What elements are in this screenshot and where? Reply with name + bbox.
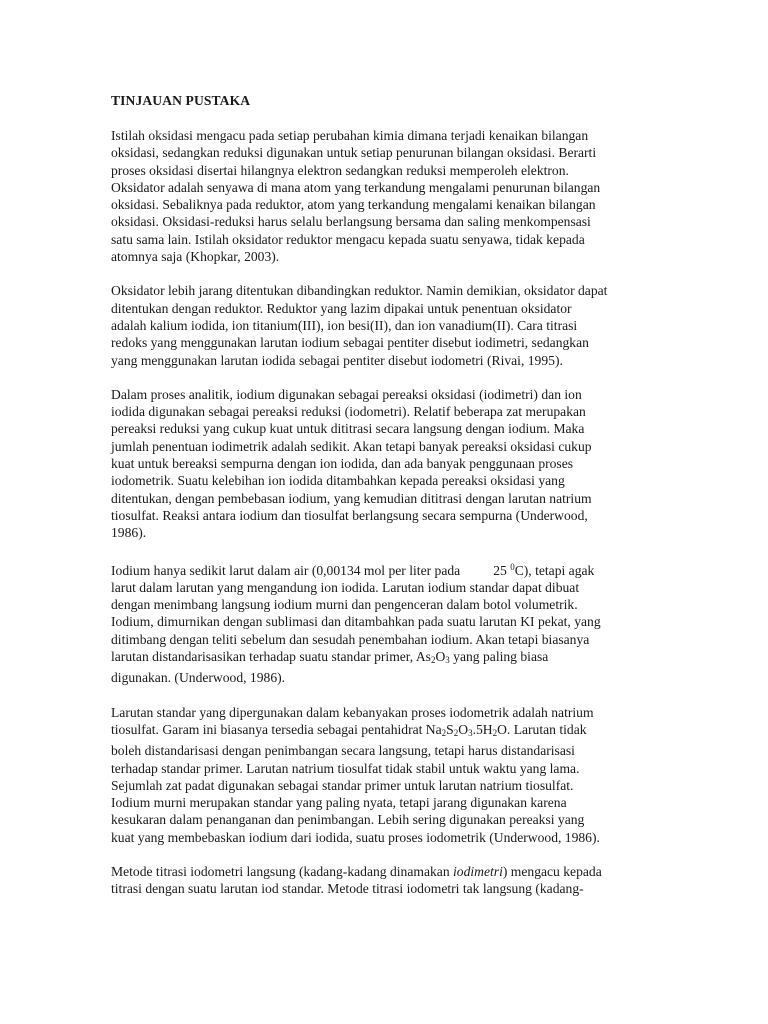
text-line: terhadap standar primer. Larutan natrium tiosulfat tidak stabil untuk waktu yang lama.: [111, 760, 580, 776]
text-run: larutan distandarisasikan terhadap suatu standar primer, As: [111, 649, 431, 665]
text-line: tiosulfat. Reaksi antara iodium dan tiosulfat berlangsung secara sempurna (Underwood,: [111, 507, 588, 523]
text-run: .5H: [472, 721, 493, 737]
page-title: TINJAUAN PUSTAKA: [111, 93, 251, 108]
text-line: Larutan standar yang dipergunakan dalam kebanyakan proses iodometrik adalah natrium: [111, 704, 594, 720]
text-line: Oksidator lebih jarang ditentukan dibandingkan reduktor. Namin demikian, oksidator dapat: [111, 283, 608, 299]
text-run: O. Larutan tidak: [497, 721, 587, 737]
text-line: [111, 863, 658, 880]
text-line: ditentukan, dengan pembebasan iodium, yang kemudian dititrasi dengan larutan natrium: [111, 490, 592, 506]
text-run: yang paling biasa: [449, 649, 549, 665]
text-line: larut dalam larutan yang mengandung ion iodida. Larutan iodium standar dapat dibuat: [111, 579, 580, 595]
subscript: 2: [430, 655, 436, 666]
text-line: 1986).: [111, 525, 147, 541]
subscript: 3: [468, 727, 473, 738]
text-line: oksidasi. Sebaliknya pada reduktor, atom yang terkandung mengalami kenaikan bilangan: [111, 197, 596, 213]
text-line: redoks yang menggunakan larutan iodium sebagai pentiter disebut iodimetri, sedangkan: [111, 335, 589, 351]
text-line: Oksidator adalah senyawa di mana atom yang terkandung mengalami penurunan bilangan: [111, 179, 601, 195]
text-run: O: [458, 721, 469, 737]
text-line: atomnya saja (Khopkar, 2003).: [111, 249, 280, 265]
text-line: kesukaran dalam penanganan dan penimbangan. Lebih sering digunakan pereaksi yang: [111, 812, 585, 828]
text-line: [111, 559, 658, 579]
text-line: Iodium murni merupakan standar yang paling nyata, tetapi jarang digunakan karena: [111, 795, 567, 811]
text-line: titrasi dengan suatu larutan iod standar. Metode titrasi iodometri tak langsung (kadang-: [111, 881, 584, 897]
text-run: S: [446, 721, 454, 737]
text-line: [111, 648, 658, 669]
text-line: oksidasi. Oksidasi-reduksi harus selalu berlangsung bersama dan saling menkompensasi: [111, 214, 591, 230]
text-line: ditimbang dengan teliti sebelum dan sesudah penembahan iodium. Akan tetapi biasanya: [111, 631, 590, 647]
text-line: kuat untuk bereaksi sempurna dengan ion iodida, dan ada banyak penggunaan proses: [111, 456, 574, 472]
text-line: Dalam proses analitik, iodium digunakan sebagai pereaksi oksidasi (iodimetri) dan ion: [111, 386, 582, 402]
text-line: boleh distandarisasi dengan penimbangan secara langsung, tetapi harus distandarisasi: [111, 743, 575, 759]
text-line: jumlah penentuan iodimetrik adalah sedikit. Akan tetapi banyak pereaksi oksidasi cukup: [111, 438, 592, 454]
text-run: Metode titrasi iodometri langsung (kadang-kadang dinamakan: [111, 863, 454, 879]
text-run: 25: [493, 562, 511, 578]
text-run: Iodium hanya sedikit larut dalam air (0,00134 mol per liter pada: [111, 562, 461, 578]
paragraph-1: [111, 127, 658, 265]
paragraph-3: [111, 386, 658, 542]
text-run: C), tetapi agak: [514, 562, 595, 578]
text-line: proses oksidasi disertai hilangnya elektron sedangkan reduksi memperoleh elektron.: [111, 162, 569, 178]
text-line: oksidasi, sedangkan reduksi digunakan untuk setiap penurunan bilangan oksidasi. Berarti: [111, 145, 597, 161]
text-line: [111, 721, 658, 742]
text-run: O: [435, 649, 446, 665]
text-line: Sejumlah zat padat digunakan sebagai standar primer untuk larutan natrium tiosulfat.: [111, 777, 574, 793]
text-line: iodida digunakan sebagai pereaksi reduksi (iodometri). Relatif beberapa zat merupakan: [111, 404, 586, 420]
subscript: 3: [445, 655, 450, 666]
text-line: Iodium, dimurnikan dengan sublimasi dan ditambahkan pada suatu larutan KI pekat, yang: [111, 614, 601, 630]
text-line: pereaksi reduksi yang cukup kuat untuk dititrasi secara langsung dengan iodium. Maka: [111, 421, 585, 437]
subscript: 2: [441, 727, 447, 738]
italic-term: iodimetri: [453, 863, 503, 879]
text-line: satu sama lain. Istilah oksidator reduktor mengacu kepada suatu senyawa, tidak kepada: [111, 231, 585, 247]
subscript: 2: [492, 727, 498, 738]
paragraph-2: [111, 282, 658, 368]
text-line: iodometrik. Suatu kelebihan ion iodida ditambahkan kepada pereaksi oksidasi yang: [111, 473, 565, 489]
subscript: 2: [453, 727, 459, 738]
text-line: adalah kalium iodida, ion titanium(III), ion besi(II), dan ion vanadium(II). Cara titrasi: [111, 317, 578, 333]
text-line: dengan menimbang langsung iodium murni dan pengenceran dalam botol volumetrik.: [111, 597, 578, 613]
text-run: tiosulfat. Garam ini biasanya tersedia sebagai pentahidrat Na: [111, 721, 442, 737]
paragraph-6: [111, 863, 658, 898]
text-run: ) mengacu kepada: [502, 863, 602, 879]
text-line: yang menggunakan larutan iodida sebagai pentiter disebut iodometri (Rivai, 1995).: [111, 352, 563, 368]
paragraph-5: [111, 704, 658, 846]
paragraph-4: [111, 559, 658, 687]
text-line: ditentukan dengan reduktor. Reduktor yang lazim dipakai untuk penentuan oksidator: [111, 300, 572, 316]
text-line: digunakan. (Underwood, 1986).: [111, 670, 286, 686]
text-line: kuat yang membebaskan iodium dari iodida, suatu proses iodometrik (Underwood, 1986).: [111, 829, 600, 845]
superscript: 0: [510, 561, 515, 572]
text-line: Istilah oksidasi mengacu pada setiap perubahan kimia dimana terjadi kenaikan bilangan: [111, 128, 589, 143]
